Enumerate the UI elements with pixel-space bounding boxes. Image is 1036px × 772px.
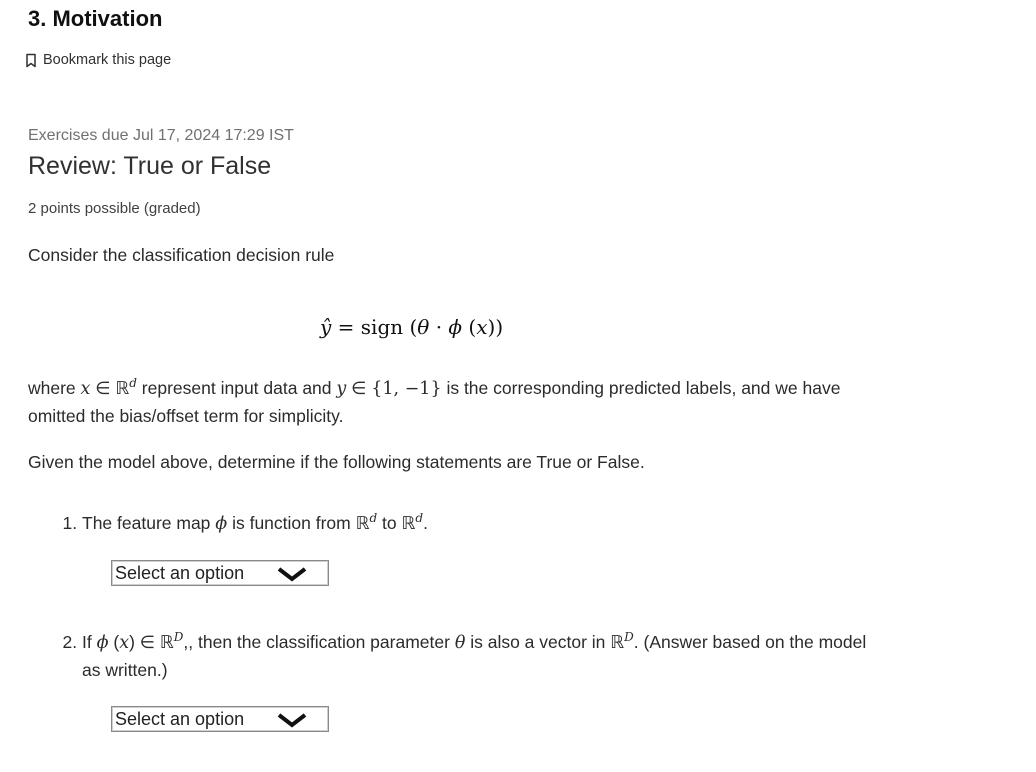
chevron-down-icon <box>276 566 308 582</box>
unit-title: 3. Motivation <box>28 6 163 31</box>
answer-select-2[interactable]: Select an option <box>111 706 329 732</box>
where-text: where x ∈ ℝ$^d$ represent input data and y ∈ {1, −1} is the corresponding predicted labels, and we have omitted the bias/offset term for simplicity. <box>28 376 841 426</box>
problem-title: Review: True or False <box>28 152 272 180</box>
points-possible: 2 points possible (graded) <box>28 200 201 217</box>
question-1: 1. The feature map ϕ is function from ℝ$^d$ to ℝ$^d$. <box>60 505 428 538</box>
intro-text: Consider the classification decision rule <box>28 245 335 265</box>
bookmark-button[interactable] <box>24 52 171 68</box>
answer-select-1[interactable]: Select an option <box>111 560 329 586</box>
bookmark-icon <box>24 53 38 68</box>
instruction-text: Given the model above, determine if the following statements are True or False. <box>28 452 645 472</box>
chevron-down-icon <box>276 712 308 728</box>
question-2: 2. If ϕ (x) ∈ ℝ$^D$,, then the classification parameter θ is also a vector in ℝ$^D$. (Answer based on the model as written.) <box>60 624 866 684</box>
decision-rule-equation: ŷ = sign (θ · ϕ (x)) <box>320 315 504 339</box>
bookmark-label: Bookmark this page <box>43 52 172 68</box>
due-date: Exercises due Jul 17, 2024 17:29 IST <box>28 127 294 144</box>
